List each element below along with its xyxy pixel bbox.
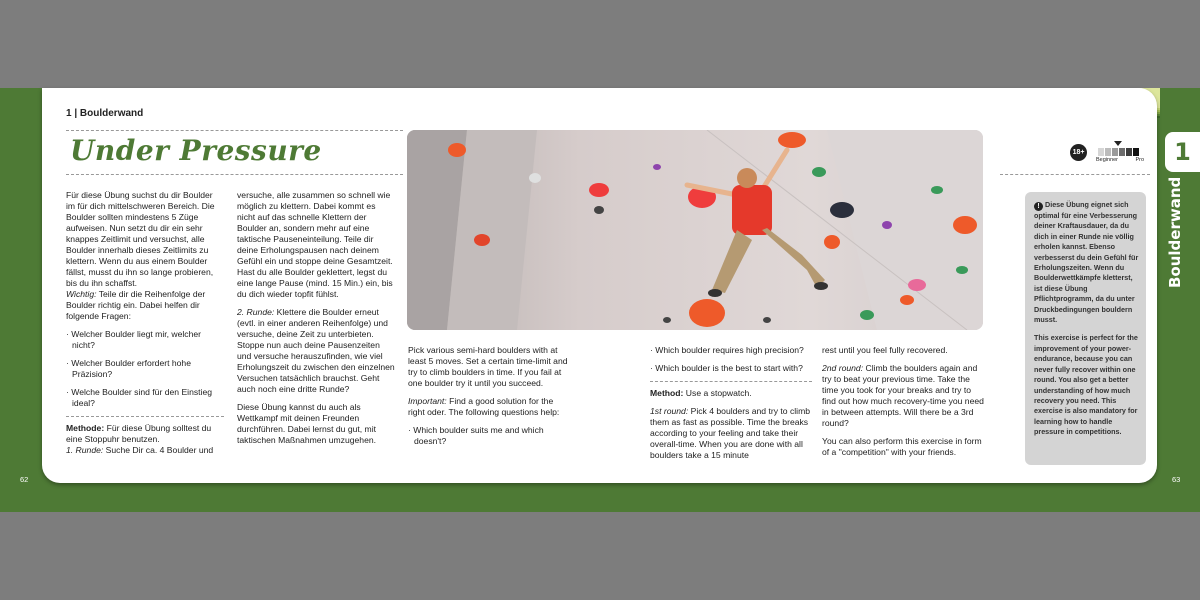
german-round2-text: Klettere die Boulder erneut (evtl. in einer anderen Reihenfolge) und versuche, deine Zeit zu unterbieten. Stoppe nun auch deine Pausenzeiten und versuche herauszufinden, wie viel Erholungszeit du zwischen den einzelnen Versuchen tatsächlich brauchst. Geht auch noch eine dritte Runde? [237, 307, 395, 394]
info-box [1025, 192, 1146, 465]
age-badge: 18+ [1070, 144, 1087, 161]
level-marker-icon [1114, 141, 1122, 146]
english-competition: You can also perform this exercise in form of a "competition" with your friends. [822, 436, 982, 457]
english-important-text: Find a good solution for the right oder. The following questions help: [408, 396, 560, 417]
info-english: This exercise is perfect for the improvement of your power-endurance, because you can never fully recover within one round. You also get a better understanding of how much recovery you need. This exercise is also mandatory for learning how to handle pressure in competitions. [1034, 333, 1138, 437]
beginner-label: Beginner [1096, 157, 1119, 163]
difficulty-indicator [1070, 142, 1150, 168]
page-number-left: 62 [20, 475, 29, 484]
english-method-text: Use a stopwatch. [683, 388, 752, 398]
english-important-label: Important: [408, 396, 447, 406]
german-important-label: Wichtig: [66, 289, 97, 299]
page-title: Under Pressure [70, 134, 322, 167]
german-competition: Diese Übung kannst du auch als Wettkampf mit deinen Freunden durchführen. Dabei lernst du gut, mit taktischen Maßnahmen umzugehen. [237, 402, 377, 445]
list-item: · Which boulder requires high precision? [650, 345, 804, 355]
german-round1-text-start: Suche Dir ca. 4 Boulder und [103, 445, 214, 455]
english-round2-label: 2nd round: [822, 363, 864, 373]
german-important-text: Teile dir die Reihenfolge der Boulder richtig ein. Dabei helfen dir folgende Fragen: [66, 289, 206, 321]
divider [66, 130, 403, 131]
german-round2-label: 2. Runde: [237, 307, 275, 317]
english-round1-text-end: rest until you feel fully recovered. [822, 345, 948, 355]
level-scale [1098, 148, 1140, 156]
list-item: · Welche Boulder sind für den Einstieg ideal? [66, 387, 213, 408]
english-column-1 [408, 345, 568, 454]
list-item: · Welcher Boulder erfordert hohe Präzision? [66, 358, 191, 379]
german-column-1 [66, 190, 224, 463]
german-round1-text: versuche, alle zusammen so schnell wie möglich zu klettern. Dabei kommt es nicht auf das schnelle Klettern der Boulder an, sondern mehr auf eine taktische Pauseneinteilung. Teile dir deine Erholungspausen nach deinem Gefühl ein und stoppe deine Gesamtzeit. Hast du alle Boulder geklettert, legst du eine lange Pause (mind. 15 Min.) ein, bis du dich wieder topfit fühlst. [237, 190, 393, 299]
divider [650, 381, 812, 382]
german-method-text: Für diese Übung solltest du eine Stoppuhr benutzen. [66, 423, 212, 444]
english-method-label: Method: [650, 388, 684, 398]
german-method-label: Methode: [66, 423, 105, 433]
german-intro: Für diese Übung suchst du dir Boulder im für dich mittelschweren Bereich. Die Boulder sollten mindestens 5 Züge aufweisen. Nun setzt du dir ein sehr knappes Zeitlimit und versuchst, alle Boulder innerhalb dieses Zeitlimits zu klettern. Wenn du aus einem Boulder fällst, musst du ihn so lange probieren, bis du ihn schaffst. [66, 190, 215, 288]
page-number-right: 63 [1172, 475, 1181, 484]
english-round1-text: Pick 4 boulders and try to climb them as fast as possible. Time the breaks according to your feeling and take their overall-time. When you are done with all boulders take a 15 minute [650, 406, 811, 460]
list-item: · Which boulder is the best to start with? [650, 363, 803, 373]
divider [1000, 174, 1150, 175]
chapter-label: Boulderwand [1166, 176, 1184, 288]
pro-label: Pro [1135, 157, 1144, 163]
chapter-number: 1 [1165, 132, 1200, 172]
english-column-2 [650, 345, 812, 468]
info-german: Diese Übung eignet sich optimal für eine Verbesserung deiner Kraftausdauer, da du dich in einer Runde nie völlig erholen kannst. Ebenso verbesserst du dein Gefühl für Erholungszeiten. Wenn du Boulderwettkämpfe kletterst, ist diese Übung Pflichtprogramm, da du unter Druckbedingungen bouldern musst. [1034, 200, 1139, 325]
exclamation-icon: ! [1034, 202, 1043, 211]
list-item: · Welcher Boulder liegt mir, welcher nicht? [66, 329, 202, 350]
german-column-2 [237, 190, 395, 453]
english-column-3 [822, 345, 984, 465]
english-intro: Pick various semi-hard boulders with at least 5 moves. Set a certain time-limit and try to climb boulders in time. If you fail at one boulder try it until you succeed. [408, 345, 568, 388]
english-round1-label: 1st round: [650, 406, 689, 416]
climber-photo [407, 130, 983, 330]
breadcrumb: 1 | Boulderwand [66, 108, 144, 119]
divider [66, 174, 403, 175]
english-round2-text: Climb the boulders again and try to beat your previous time. Take the time you took for your breaks and try to find out how much recovery-time you need in between attempts. Will there be a 3rd round? [822, 363, 984, 428]
list-item: · Which boulder suits me and which doesn't? [408, 425, 544, 446]
german-round1-label: 1. Runde: [66, 445, 104, 455]
divider [66, 416, 224, 417]
